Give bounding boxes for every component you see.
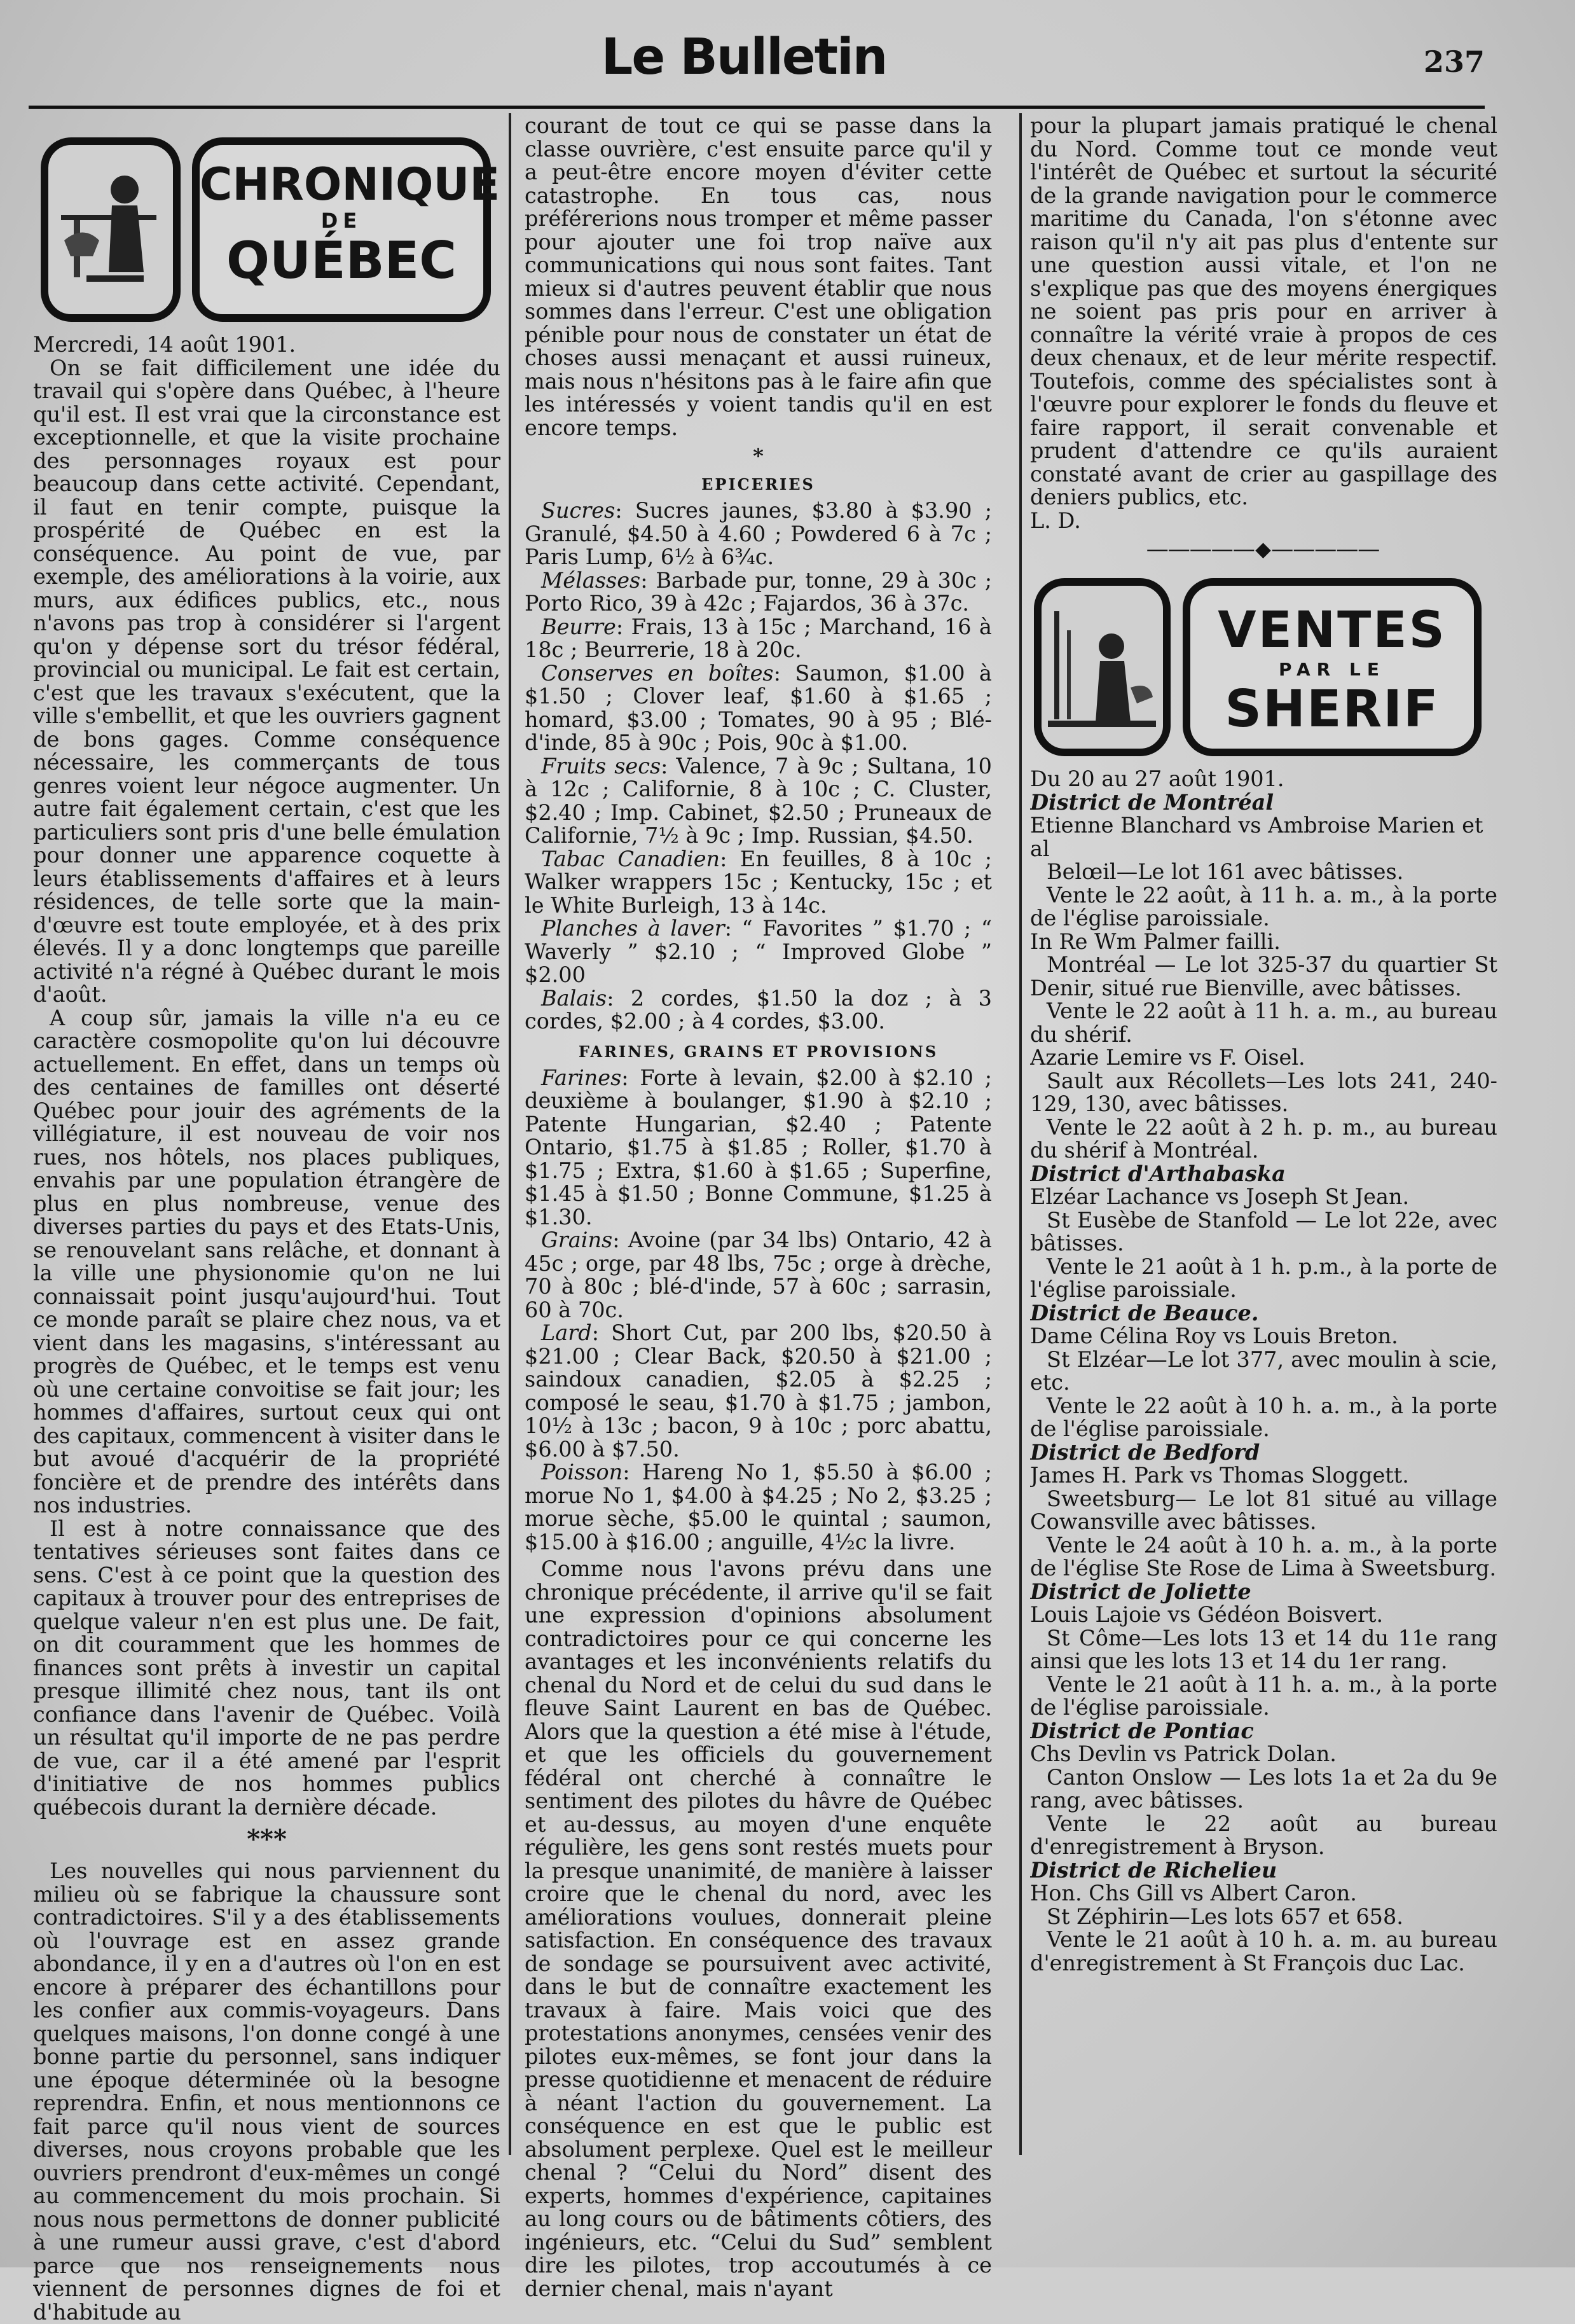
epiceries-label: Sucres <box>541 498 616 523</box>
farines-label: Grains <box>541 1228 613 1252</box>
section-stars-2: * <box>753 444 764 468</box>
epiceries-label: Beurre <box>541 614 616 639</box>
right-continued-text: pour la plupart jamais pratiqué le chenal du Nord. Comme tout ce monde veut l'intérêt de Québec et surtout la sécurité de la grande navigation pour le commerce maritime du Canada, l'on s'étonne avec raison qu'il n'y ait pas plus d'entente sur une question aussi vitale, et l'on ne s'explique pas que des moyens énergiques ne soient pas pris pour en arriver à connaître la vérité vraie à propos de ces deux chenaux, et de leur mérite respectif. Toutefois, comme des spécialistes sont à l'œuvre pour explorer le fonds du fleuve et faire rapport, il serait convenable et prudent d'attendre ce qu'ils auraient constaté avant de crier au gaspillage des deniers publics, etc. <box>1030 114 1497 509</box>
sale-detail: Vente le 24 août à 10 h. a. m., à la porte de l'église Ste Rose de Lima à Sweetsburg. <box>1030 1532 1497 1580</box>
ventes-title-line3: SHERIF <box>1225 679 1440 738</box>
farines-prices: : Short Cut, par 200 lbs, $20.50 à $21.00 ; Clear Back, $20.50 à $21.00 ; saindoux canadien, $2.05 à $2.25 ; composé le seau, $1.70 à $1.75 ; jambon, 10½ à 13c ; bacon, 9 à 10c ; porc abattu, $6.00 à $7.50. <box>525 1320 992 1462</box>
case-parties: Dame Célina Roy vs Louis Breton. <box>1030 1324 1398 1348</box>
farines-prices: : Forte à levain, $2.00 à $2.10 ; deuxième à boulanger, $1.90 à $2.10 ; Patente Hungarian, $2.40 ; Patente Ontario, $1.75 à $1.85 ; Roller, $1.70 à $1.75 ; Extra, $1.60 à $1.65 ; Superfine, $1.45 à $1.50 ; Bonne Commune, $1.25 à $1.30. <box>525 1065 992 1229</box>
chronique-paragraph-4: Les nouvelles qui nous parviennent du milieu où se fabrique la chaussure sont contradictoires. S'il y a des établissements où l'ouvrage est en assez grande abondance, il y en a d'autres où l'on en est encore à préparer des échantillons pour les confier aux commis-voyageurs. Dans quelques maisons, l'on donne congé à une bonne partie du personnel, sans indiquer une époque déterminée où la besogne reprendra. Enfin, et nous mentionnons ce fait parce qu'il nous vient de sources diverses, nous croyons probable que les ouvriers prendront d'eux-mêmes un congé au commencement du mois prochain. Si nous nous permettons de donner publicité à une rumeur aussi grave, c'est d'abord parce que nos renseignements nous viennent de personnes dignes de foi et d'habitude au <box>33 1858 500 2324</box>
epiceries-item <box>525 616 992 662</box>
sale-detail: St Elzéar—Le lot 377, avec moulin à scie, etc. <box>1030 1346 1497 1395</box>
epiceries-item <box>525 569 992 616</box>
sale-detail: Vente le 21 août à 10 h. a. m. au bureau d'enregistrement à St François duc Lac. <box>1030 1927 1497 1975</box>
chronique-illustration <box>41 137 181 322</box>
epiceries-label: Planches à laver <box>541 916 725 941</box>
ventes-list <box>1030 791 1497 1975</box>
case-parties: James H. Park vs Thomas Sloggett. <box>1030 1463 1409 1488</box>
sale-detail: Vente le 22 août, à 11 h. a. m., à la porte de l'église paroissiale. <box>1030 882 1497 930</box>
ventes-date: Du 20 au 27 août 1901. <box>1030 766 1284 791</box>
epiceries-item <box>525 755 992 848</box>
epiceries-prices: : Barbade pur, tonne, 29 à 30c ; Porto Rico, 39 à 42c ; Fajardos, 36 à 37c. <box>525 567 992 616</box>
case-parties: Etienne Blanchard vs Ambroise Marien et al <box>1030 813 1483 861</box>
farines-prices: : Avoine (par 34 lbs) Ontario, 42 à 45c ; orge, par 48 lbs, 75c ; orge à drèche, 70 à 80c ; blé-d'inde, 57 à 60c ; sarrasin, 60 à 70c. <box>525 1228 992 1322</box>
farines-heading: FARINES, GRAINS ET PROVISIONS <box>578 1042 939 1061</box>
epiceries-prices: : Sucres jaunes, $3.80 à $3.90 ; Granulé, $4.50 à 4.60 ; Powdered 6 à 7c ; Paris Lump, 6½ à 6¾c. <box>525 498 992 569</box>
sale-detail: Vente le 22 août au bureau d'enregistrement à Bryson. <box>1030 1811 1497 1859</box>
farines-label: Lard <box>541 1320 592 1345</box>
epiceries-label: Fruits secs <box>541 753 661 778</box>
chronique-header <box>33 126 500 329</box>
epiceries-label: Balais <box>541 985 607 1011</box>
column-divider-2 <box>1019 113 1022 2155</box>
district-heading: District d'Arthabaska <box>1030 1161 1286 1186</box>
chenal-paragraph: Comme nous l'avons prévu dans une chronique précédente, il arrive qu'il se fait une expression d'opinions absolument contradictoires pour ce qui concerne les avantages et les inconvénients relatifs du chenal du Nord et de celui du sud dans le fleuve Saint Laurent en bas de Québec. Alors que la question a été mise à l'étude, et que les officiels du gouvernement fédéral ont cherché à connaître le sentiment des pilotes du hâvre de Québec et au-dessus, au moyen d'une enquête régulière, les gens sont restés muets pour la presque unanimité, de manière à laisser croire que le chenal du nord, avec les améliorations voulues, donnerait pleine satisfaction. En conséquence des travaux de sondage se poursuivent avec activité, dans le but de connaître exactement les travaux à faire. Mais voici que des protestations anonymes, censées venir des pilotes eux-mêmes, se font jour dans la presse quotidienne et menacent de réduire à néant l'action du gouvernement. La conséquence en est que le public est absolument perplexe. Quel est le meilleur chenal ? “Celui du Nord” disent des experts, hommes d'expérience, capitaines au long cours ou de bâtiments côtiers, des ingénieurs, etc. “Celui du Sud” semblent dire les pilotes, trop accoutumés à ce dernier chenal, mais n'ayant <box>525 1556 992 2300</box>
drawing-figure-icon <box>48 145 173 314</box>
district-heading: District de Beauce. <box>1030 1300 1259 1325</box>
epiceries-label: Tabac Canadien <box>541 846 720 871</box>
farines-prices: : Hareng No 1, $5.50 à $6.00 ; morue No 1, $4.00 à $4.25 ; No 2, $3.25 ; morue sèche, $5.00 le quintal ; saumon, $15.00 à $16.00 ; anguille, 4½c la livre. <box>525 1460 992 1554</box>
ventes-title-badge <box>1183 578 1482 756</box>
column-divider-1 <box>509 113 511 2155</box>
sheriff-figure-icon <box>1042 586 1163 749</box>
ventes-title-line1: VENTES <box>1218 602 1447 659</box>
epiceries-prices: : En feuilles, 8 à 10c ; Walker wrappers 15c ; Kentucky, 15c ; et le White Burleigh, 13 à 14c. <box>525 846 992 918</box>
sale-detail: Vente le 21 août à 1 h. p.m., à la porte de l'église paroissiale. <box>1030 1254 1497 1302</box>
case-parties: Azarie Lemire vs F. Oisel. <box>1030 1045 1305 1070</box>
farines-item <box>525 1461 992 1554</box>
case-parties: Hon. Chs Gill vs Albert Caron. <box>1030 1881 1357 1906</box>
epiceries-prices: : Saumon, $1.00 à $1.50 ; Clover leaf, $1.60 à $1.65 ; homard, $3.00 ; Tomates, 90 à 95 ; Blé-d'inde, 85 à 90c ; Pois, 90c à $1.00. <box>525 660 992 755</box>
district-heading: District de Pontiac <box>1030 1718 1254 1743</box>
district-heading: District de Joliette <box>1030 1579 1251 1604</box>
column-ventes <box>1030 114 1497 1975</box>
column-marches <box>525 114 992 2300</box>
chronique-title-badge <box>192 137 500 322</box>
chronique-title-line3: QUÉBEC <box>226 231 457 290</box>
sale-detail: St Eusèbe de Stanfold — Le lot 22e, avec bâtisses. <box>1030 1207 1497 1255</box>
case-parties: Elzéar Lachance vs Joseph St Jean. <box>1030 1184 1410 1209</box>
sale-detail: Belœil—Le lot 161 avec bâtisses. <box>1047 859 1404 884</box>
epiceries-item <box>525 917 992 987</box>
epiceries-list <box>525 499 992 1034</box>
masthead-logo: Le Bulletin <box>601 29 887 86</box>
sale-detail: St Zéphirin—Les lots 657 et 658. <box>1047 1904 1403 1929</box>
chronique-title-line1: CHRONIQUE <box>200 158 500 211</box>
epiceries-label: Mélasses <box>541 567 641 593</box>
ventes-header <box>1030 573 1497 764</box>
sale-detail: Vente le 22 août à 2 h. p. m., au bureau du shérif à Montréal. <box>1030 1114 1497 1163</box>
sale-detail: Sweetsburg— Le lot 81 situé au village Cowansville avec bâtisses. <box>1030 1486 1497 1534</box>
chronique-paragraph-3: Il est à notre connaissance que des tentatives sérieuses sont faites dans ce sens. C'est à ce point que la question des capitaux à trouver pour des entreprises de quelque valeur n'en est plus une. De fait, on dit couramment que les hommes de finances sont prêts à investir un capital presque illimité chez nous, tant ils ont confiance dans l'avenir de Québec. Voilà un résultat qu'il importe de ne pas perdre de vue, car il a été amené par l'esprit d'initiative de nos hommes publics québecois durant la dernière décade. <box>33 1516 500 1820</box>
section-stars: *** <box>247 1824 287 1854</box>
epiceries-item <box>525 499 992 569</box>
district-heading: District de Richelieu <box>1030 1857 1277 1883</box>
sale-detail: Montréal — Le lot 325-37 du quartier St Denir, situé rue Bienville, avec bâtisses. <box>1030 952 1497 1000</box>
farines-item <box>525 1229 992 1322</box>
chronique-title-line2: DE <box>320 209 362 233</box>
case-parties: In Re Wm Palmer failli. <box>1030 929 1281 954</box>
article-signature: L. D. <box>1030 508 1081 533</box>
epiceries-item <box>525 662 992 755</box>
ornament-divider: ―――――◆――――― <box>1147 537 1380 561</box>
epiceries-item <box>525 987 992 1034</box>
farines-label: Farines <box>541 1065 622 1090</box>
ventes-illustration <box>1034 578 1171 756</box>
farines-list <box>525 1067 992 1554</box>
farines-item <box>525 1067 992 1229</box>
case-parties: Louis Lajoie vs Gédéon Boisvert. <box>1030 1602 1384 1627</box>
epiceries-prices: : 2 cordes, $1.50 la doz ; à 3 cordes, $2.00 ; à 4 cordes, $3.00. <box>525 985 992 1034</box>
chronique-paragraph-1: On se fait difficilement une idée du travail qui s'opère dans Québec, à l'heure qu'il est. Il est vrai que la circonstance est exceptionnelle, et que la visite prochaine des personnages royaux est pour beaucoup dans cette activité. Cependant, il faut en tenir compte, puisque la prospérité de Québec en est la conséquence. Au point de vue, par exemple, des améliorations à la voirie, aux murs, aux édifices publics, etc., nous n'avons pas trop à considérer si l'argent qu'on y dépense sort du trésor fédéral, provincial ou municipal. Le fait est certain, c'est que les travaux s'exécutent, que la ville s'embellit, et que les ouvriers gagnent de bons gages. Comme conséquence nécessaire, les commerçants de tous genres voient leur négoce augmenter. Un autre fait également certain, c'est que les particuliers sont pris d'une belle émulation pour donner une apparence coquette à leurs établissements d'affaires et à leurs résidences, de telle sorte que la main-d'œuvre est toute employée, et à des prix élevés. Il y a donc longtemps que pareille activité n'a régné à Québec durant le mois d'août. <box>33 355 500 1007</box>
epiceries-prices: : Frais, 13 à 15c ; Marchand, 16 à 18c ; Beurrerie, 18 à 20c. <box>525 614 992 662</box>
farines-item <box>525 1322 992 1461</box>
epiceries-label: Conserves en boîtes <box>541 660 774 686</box>
top-rule <box>29 106 1485 109</box>
district-heading: District de Montréal <box>1030 789 1274 815</box>
sale-detail: Vente le 22 août à 11 h. a. m., au bureau du shérif. <box>1030 999 1497 1047</box>
sale-detail: Vente le 21 août à 11 h. a. m., à la porte de l'église paroissiale. <box>1030 1671 1497 1720</box>
epiceries-item <box>525 848 992 918</box>
middle-continued-text: courant de tout ce qui se passe dans la classe ouvrière, c'est ensuite parce qu'il y a peut-être encore moyen d'éviter cette catastrophe. En tous cas, nous préférerions nous tromper et même passer pour ajouter une foi trop naïve aux communications qui nous sont faites. Tant mieux si d'autres peuvent établir que nous sommes dans l'erreur. C'est une obligation pénible pour nous de constater un état de choses aussi menaçant et aussi ruineux, mais nous n'hésitons pas à le faire afin que les intéressés y voient tandis qu'il en est encore temps. <box>525 114 992 440</box>
case-parties: Chs Devlin vs Patrick Dolan. <box>1030 1741 1337 1766</box>
district-heading: District de Bedford <box>1030 1439 1260 1465</box>
sale-detail: St Côme—Les lots 13 et 14 du 11e rang ainsi que les lots 13 et 14 du 1er rang. <box>1030 1625 1497 1673</box>
epiceries-prices: : “ Favorites ” $1.70 ; “ Waverly ” $2.10 ; “ Improved Globe ” $2.00 <box>525 916 992 987</box>
farines-label: Poisson <box>541 1460 623 1484</box>
ventes-title-line2: PAR LE <box>1279 659 1386 680</box>
sale-detail: Vente le 22 août à 10 h. a. m., à la porte de l'église paroissiale. <box>1030 1393 1497 1441</box>
sale-detail: Sault aux Récollets—Les lots 241, 240-129, 130, avec bâtisses. <box>1030 1068 1497 1116</box>
epiceries-prices: : Valence, 7 à 9c ; Sultana, 10 à 12c ; Californie, 8 à 10c ; C. Cluster, $2.40 ; Imp. Cabinet, $2.50 ; Pruneaux de Californie, 7½ à 9c ; Imp. Russian, $4.50. <box>525 753 992 848</box>
sale-detail: Canton Onslow — Les lots 1a et 2a du 9e rang, avec bâtisses. <box>1030 1764 1497 1813</box>
chronique-date: Mercredi, 14 août 1901. <box>33 332 296 357</box>
chronique-paragraph-2: A coup sûr, jamais la ville n'a eu ce caractère cosmopolite qu'on lui découvre actuellement. En effet, dans un temps où des centaines de familles ont déserté Québec pour jouir des agréments de la villégiature, il est nouveau de voir nos rues, nos hôtels, nos places publiques, envahis par une population étrangère de plus en plus nombreuse, venue des diverses parties du pays et des Etats-Unis, se renouvelant sans relâche, et donnant à la ville une physionomie qu'on ne lui connaissait point jusqu'aujourd'hui. Tout ce monde paraît se plaire chez nous, va et vient dans les magasins, s'intéressant au progrès de Québec, et le temps est venu où une certaine convoitise se fait jour; les hommes d'affaires, surtout ceux qui ont des capitaux, commencent à visiter dans le but avoué d'acquérir de la propriété foncière et de prendre des intérêts dans nos industries. <box>33 1005 500 1518</box>
page-number: 237 <box>1423 45 1485 79</box>
epiceries-heading: EPICERIES <box>701 475 815 494</box>
column-chronique <box>33 114 500 2324</box>
